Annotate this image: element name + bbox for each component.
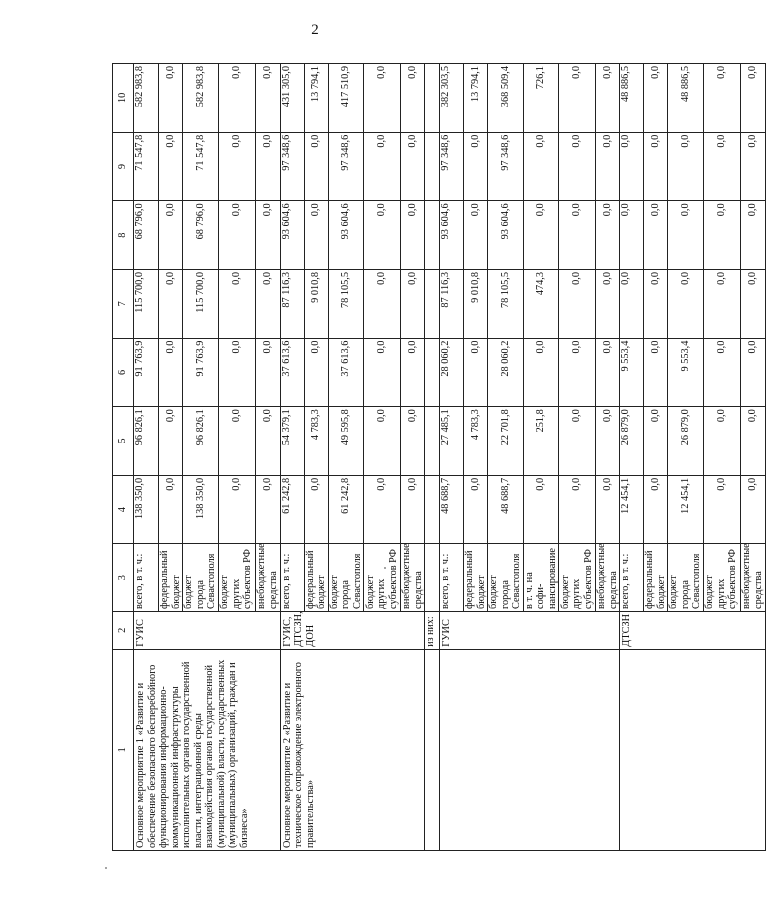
value-cell: 0,0	[364, 132, 401, 201]
value-cell: 115 700,0	[134, 269, 159, 338]
value-cell: 0,0	[159, 407, 183, 476]
value-cell: 0,0	[401, 201, 425, 270]
value-cell: 0,0	[464, 132, 488, 201]
value-cell: 0,0	[559, 64, 596, 133]
empty-cell	[425, 338, 440, 407]
value-cell: 48 688,7	[440, 475, 464, 544]
measure-2-description: Основное мероприятие 2 «Развитие и техническое сопровождение электронного правительства»	[280, 649, 425, 850]
value-cell: 0,0	[364, 64, 401, 133]
value-cell: 9 010,8	[304, 269, 328, 338]
category-cell: внебюджетные средства	[255, 544, 280, 611]
category-cell: федеральный бюджет	[304, 544, 328, 611]
value-cell: 582 983,8	[134, 64, 159, 133]
value-cell: 0,0	[159, 201, 183, 270]
value-cell: 0,0	[255, 201, 280, 270]
header-cell: 6	[113, 338, 134, 407]
value-cell: 0,0	[644, 269, 668, 338]
value-cell: 0,0	[364, 475, 401, 544]
category-cell: федеральный бюджет	[464, 544, 488, 611]
value-cell: 26 879,0	[668, 407, 704, 476]
value-cell: 0,0	[401, 475, 425, 544]
rotated-table-wrapper	[112, 63, 764, 851]
value-cell: 0,0	[523, 338, 559, 407]
value-cell: 417 510,9	[328, 64, 364, 133]
iz-nikh-label: из них:	[425, 611, 440, 649]
value-cell: 68 796,0	[183, 201, 219, 270]
header-row	[113, 64, 134, 851]
value-cell: 0,0	[464, 201, 488, 270]
value-cell: 582 983,8	[183, 64, 219, 133]
value-cell: 0,0	[304, 201, 328, 270]
value-cell: 0,0	[218, 338, 255, 407]
value-cell: 0,0	[740, 132, 765, 201]
header-cell: 7	[113, 269, 134, 338]
value-cell: 0,0	[740, 407, 765, 476]
category-cell: всего, в т. ч.:	[440, 544, 464, 611]
value-cell: 12 454,1	[620, 475, 644, 544]
value-cell: 0,0	[644, 64, 668, 133]
value-cell: 0,0	[740, 269, 765, 338]
sub-1-responsible: ГУИС	[440, 611, 620, 649]
value-cell: 97 348,6	[280, 132, 304, 201]
value-cell: 726,1	[523, 64, 559, 133]
value-cell: 0,0	[218, 64, 255, 133]
value-cell: 0,0	[740, 201, 765, 270]
value-cell: 9 553,4	[668, 338, 704, 407]
value-cell: 0,0	[644, 132, 668, 201]
value-cell: 61 242,8	[280, 475, 304, 544]
value-cell: 0,0	[401, 269, 425, 338]
value-cell: 0,0	[464, 338, 488, 407]
value-cell: 68 796,0	[134, 201, 159, 270]
value-cell: 91 763,9	[183, 338, 219, 407]
value-cell: 48 886,5	[668, 64, 704, 133]
value-cell: 13 794,1	[464, 64, 488, 133]
value-cell: 0,0	[159, 269, 183, 338]
value-cell: 4 783,3	[304, 407, 328, 476]
value-cell: 87 116,3	[280, 269, 304, 338]
value-cell: 0,0	[559, 475, 596, 544]
value-cell: 0,0	[559, 269, 596, 338]
value-cell: 28 060,2	[488, 338, 524, 407]
category-cell: всего, в т. ч.:	[134, 544, 159, 611]
value-cell: 0,0	[703, 132, 740, 201]
value-cell: 0,0	[559, 132, 596, 201]
value-cell: 0,0	[740, 475, 765, 544]
value-cell: 93 604,6	[328, 201, 364, 270]
empty-cell	[440, 649, 620, 850]
value-cell: 0,0	[644, 407, 668, 476]
empty-cell	[620, 649, 766, 850]
value-cell: 0,0	[703, 269, 740, 338]
value-cell: 48 886,5	[620, 64, 644, 133]
value-cell: 0,0	[559, 338, 596, 407]
value-cell: 78 105,5	[328, 269, 364, 338]
value-cell: 97 348,6	[440, 132, 464, 201]
value-cell: 0,0	[668, 269, 704, 338]
value-cell: 27 485,1	[440, 407, 464, 476]
value-cell: 0,0	[364, 201, 401, 270]
value-cell: 0,0	[401, 338, 425, 407]
value-cell: 37 613,6	[280, 338, 304, 407]
value-cell: 0,0	[255, 132, 280, 201]
value-cell: 0,0	[620, 269, 644, 338]
measure-2-responsible: ГУИС, ДТСЗН, ДОН	[280, 611, 425, 649]
sub-2-responsible: ДТСЗН	[620, 611, 766, 649]
value-cell: 474,3	[523, 269, 559, 338]
category-cell: в т. ч. на софи-нансирование	[523, 544, 559, 611]
empty-cell	[425, 649, 440, 850]
value-cell: 22 701,8	[488, 407, 524, 476]
value-cell: 0,0	[255, 269, 280, 338]
value-cell: 0,0	[703, 201, 740, 270]
header-cell: 1	[113, 649, 134, 850]
value-cell: 0,0	[255, 475, 280, 544]
value-cell: 0,0	[703, 64, 740, 133]
value-cell: 71 547,8	[134, 132, 159, 201]
empty-cell	[425, 475, 440, 544]
value-cell: 93 604,6	[280, 201, 304, 270]
value-cell: 37 613,6	[328, 338, 364, 407]
value-cell: 9 010,8	[464, 269, 488, 338]
value-cell: 0,0	[559, 407, 596, 476]
category-cell: бюджет города Севастополя	[183, 544, 219, 611]
empty-cell	[425, 201, 440, 270]
empty-cell	[425, 544, 440, 611]
empty-cell	[425, 269, 440, 338]
table-row	[620, 64, 644, 851]
value-cell: 138 350,0	[183, 475, 219, 544]
table-row	[134, 64, 159, 851]
table-row	[280, 64, 304, 851]
value-cell: 0,0	[364, 269, 401, 338]
value-cell: 96 826,1	[183, 407, 219, 476]
value-cell: 0,0	[218, 201, 255, 270]
header-cell: 3	[113, 544, 134, 611]
value-cell: 26 879,0	[620, 407, 644, 476]
value-cell: 78 105,5	[488, 269, 524, 338]
category-cell: бюджет других субъектов РФ	[218, 544, 255, 611]
value-cell: 97 348,6	[488, 132, 524, 201]
header-cell: 8	[113, 201, 134, 270]
value-cell: 0,0	[644, 201, 668, 270]
value-cell: 96 826,1	[134, 407, 159, 476]
value-cell: 0,0	[364, 338, 401, 407]
category-cell: бюджет города Севастополя	[488, 544, 524, 611]
value-cell: 48 688,7	[488, 475, 524, 544]
value-cell: 0,0	[523, 132, 559, 201]
scan-speck	[105, 867, 107, 869]
value-cell: 0,0	[703, 475, 740, 544]
category-cell: федеральный бюджет	[644, 544, 668, 611]
empty-cell	[425, 64, 440, 133]
category-cell: внебюджетные средства	[401, 544, 425, 611]
value-cell: 0,0	[620, 201, 644, 270]
empty-cell	[425, 407, 440, 476]
value-cell: 0,0	[644, 475, 668, 544]
value-cell: 0,0	[159, 475, 183, 544]
value-cell: 0,0	[644, 338, 668, 407]
value-cell: 0,0	[620, 132, 644, 201]
value-cell: 138 350,0	[134, 475, 159, 544]
measure-1-responsible: ГУИС	[134, 611, 281, 649]
value-cell: 9 553,4	[620, 338, 644, 407]
value-cell: 54 379,1	[280, 407, 304, 476]
value-cell: 0,0	[596, 475, 620, 544]
value-cell: 93 604,6	[440, 201, 464, 270]
value-cell: 0,0	[401, 407, 425, 476]
value-cell: 0,0	[159, 64, 183, 133]
header-cell: 9	[113, 132, 134, 201]
value-cell: 0,0	[255, 64, 280, 133]
category-cell: всего, в т. ч.:	[280, 544, 304, 611]
value-cell: 0,0	[596, 338, 620, 407]
value-cell: 0,0	[703, 338, 740, 407]
value-cell: 93 604,6	[488, 201, 524, 270]
value-cell: 0,0	[304, 475, 328, 544]
category-cell: внебюджетные средства	[740, 544, 765, 611]
value-cell: 0,0	[159, 338, 183, 407]
value-cell: 71 547,8	[183, 132, 219, 201]
value-cell: 0,0	[559, 201, 596, 270]
value-cell: 0,0	[596, 132, 620, 201]
value-cell: 0,0	[596, 201, 620, 270]
value-cell: 4 783,3	[464, 407, 488, 476]
value-cell: 49 595,8	[328, 407, 364, 476]
value-cell: 0,0	[740, 338, 765, 407]
value-cell: 0,0	[464, 475, 488, 544]
measure-1-description: Основное мероприятие 1 «Развитие и обеспечение безопасного бесперебойного функционирования информационно-коммуникационной инфраструктуры исполнительных органов государственной власти, интеграционной среды взаимодействия органов государственной (муниципальной) власти, государственных (муниципальных) организаций, граждан и бизнеса»	[134, 649, 281, 850]
financing-table	[112, 63, 766, 851]
value-cell: 0,0	[596, 269, 620, 338]
value-cell: 0,0	[668, 132, 704, 201]
category-cell: внебюджетные средства	[596, 544, 620, 611]
value-cell: 28 060,2	[440, 338, 464, 407]
value-cell: 97 348,6	[328, 132, 364, 201]
value-cell: 91 763,9	[134, 338, 159, 407]
empty-cell	[425, 132, 440, 201]
header-cell: 10	[113, 64, 134, 133]
category-cell: бюджет города Севастополя	[668, 544, 704, 611]
value-cell: 0,0	[523, 201, 559, 270]
category-cell: бюджет других субъектов РФ	[559, 544, 596, 611]
value-cell: 0,0	[364, 407, 401, 476]
header-cell: 4	[113, 475, 134, 544]
value-cell: 0,0	[159, 132, 183, 201]
value-cell: 368 509,4	[488, 64, 524, 133]
value-cell: 115 700,0	[183, 269, 219, 338]
page-number: 2	[311, 22, 319, 38]
category-cell: бюджет других субъектов РФ	[703, 544, 740, 611]
value-cell: 0,0	[523, 475, 559, 544]
category-cell: бюджет других субъектов РФ	[364, 544, 401, 611]
header-cell: 2	[113, 611, 134, 649]
value-cell: 0,0	[218, 269, 255, 338]
value-cell: 0,0	[401, 64, 425, 133]
value-cell: 0,0	[218, 407, 255, 476]
value-cell: 12 454,1	[668, 475, 704, 544]
value-cell: 0,0	[596, 64, 620, 133]
scan-speck	[384, 567, 386, 569]
value-cell: 61 242,8	[328, 475, 364, 544]
value-cell: 0,0	[218, 475, 255, 544]
value-cell: 0,0	[255, 338, 280, 407]
value-cell: 251,8	[523, 407, 559, 476]
table-row	[440, 64, 464, 851]
value-cell: 0,0	[596, 407, 620, 476]
value-cell: 0,0	[703, 407, 740, 476]
value-cell: 0,0	[740, 64, 765, 133]
iz-nikh-row	[425, 64, 440, 851]
value-cell: 0,0	[255, 407, 280, 476]
value-cell: 0,0	[668, 201, 704, 270]
category-cell: всего, в т. ч.:	[620, 544, 644, 611]
category-cell: федеральный бюджет	[159, 544, 183, 611]
value-cell: 431 305,0	[280, 64, 304, 133]
header-cell: 5	[113, 407, 134, 476]
category-cell: бюджет города Севастополя	[328, 544, 364, 611]
value-cell: 0,0	[401, 132, 425, 201]
value-cell: 87 116,3	[440, 269, 464, 338]
value-cell: 13 794,1	[304, 64, 328, 133]
value-cell: 0,0	[304, 338, 328, 407]
value-cell: 382 303,5	[440, 64, 464, 133]
value-cell: 0,0	[304, 132, 328, 201]
value-cell: 0,0	[218, 132, 255, 201]
